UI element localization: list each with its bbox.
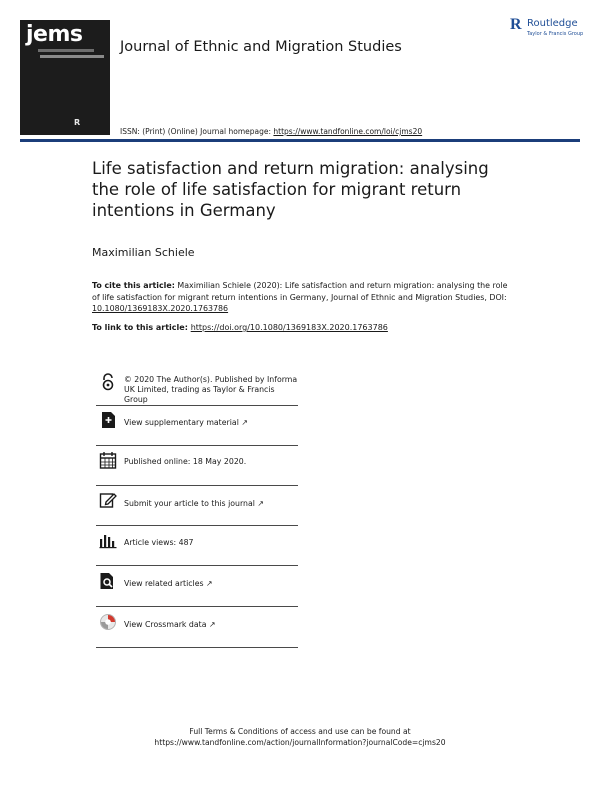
cover-publisher-mark: R bbox=[74, 118, 81, 127]
header-rule bbox=[20, 139, 580, 142]
journal-homepage-link[interactable]: https://www.tandfonline.com/loi/cjms20 bbox=[273, 127, 423, 136]
supplementary-label: View supplementary material bbox=[124, 418, 239, 427]
license-text: © 2020 The Author(s). Published by Informa UK Limited, trading as Taylor & Francis Group bbox=[124, 375, 298, 404]
article-link-label: To link to this article: bbox=[92, 323, 191, 332]
article-title: Life satisfaction and return migration: analysing the role of life satisfaction for migrant return intentions in Germany bbox=[92, 159, 489, 220]
divider bbox=[96, 485, 298, 486]
related-label: View related articles bbox=[124, 579, 204, 588]
external-link-icon: ↗ bbox=[206, 579, 213, 588]
submit-label: Submit your article to this journal bbox=[124, 499, 255, 508]
views-text: Article views: 487 bbox=[124, 538, 194, 547]
external-link-icon: ↗ bbox=[241, 418, 248, 427]
submit-text bbox=[124, 499, 300, 509]
open-access-icon bbox=[99, 373, 117, 391]
issn-line bbox=[120, 127, 422, 136]
external-link-icon: ↗ bbox=[208, 620, 216, 629]
cover-rule bbox=[38, 49, 94, 52]
divider bbox=[96, 647, 298, 648]
article-author: Maximilian Schiele bbox=[92, 246, 195, 259]
cover-logo-text: jems bbox=[26, 22, 83, 47]
divider bbox=[96, 606, 298, 607]
related-articles-icon bbox=[99, 572, 117, 590]
citation-doi-link[interactable]: 10.1080/1369183X.2020.1763786 bbox=[92, 304, 229, 314]
citation-text: Maximilian Schiele (2020): Life satisfaction and return migration: analysing the role of life satisfaction for migrant return intentions in Germany, Journal of Ethnic and Migration Studies, DOI: bbox=[92, 281, 508, 302]
external-link-icon: ↗ bbox=[257, 499, 264, 508]
publisher-name: Routledge bbox=[527, 18, 578, 29]
crossmark-text bbox=[124, 620, 300, 630]
article-doi-link[interactable]: https://doi.org/10.1080/1369183X.2020.1763786 bbox=[190, 323, 388, 332]
divider bbox=[96, 565, 298, 566]
divider bbox=[96, 525, 298, 526]
cover-subtitle-bar bbox=[40, 55, 104, 58]
article-link bbox=[92, 323, 388, 332]
journal-title: Journal of Ethnic and Migration Studies bbox=[120, 39, 402, 55]
footer-terms-link[interactable]: https://www.tandfonline.com/action/journalInformation?journalCode=cjms20 bbox=[154, 738, 446, 747]
bar-chart-icon bbox=[99, 531, 117, 549]
add-document-icon bbox=[99, 411, 117, 429]
issn-prefix: ISSN: (Print) (Online) Journal homepage: bbox=[120, 127, 274, 136]
divider bbox=[96, 405, 298, 406]
license-row bbox=[96, 373, 298, 414]
edit-icon bbox=[99, 491, 117, 509]
supplementary-text bbox=[124, 418, 300, 428]
routledge-logo-icon: R bbox=[510, 16, 522, 33]
footer-terms: Full Terms & Conditions of access and use can be found at bbox=[189, 727, 411, 736]
related-text bbox=[124, 579, 300, 589]
publisher-subname: Taylor & Francis Group bbox=[527, 31, 584, 37]
citation-label: To cite this article: bbox=[92, 281, 175, 290]
divider bbox=[96, 445, 298, 446]
citation bbox=[92, 280, 512, 315]
calendar-icon bbox=[99, 451, 117, 469]
crossmark-label: View Crossmark data bbox=[124, 620, 207, 629]
published-text: Published online: 18 May 2020. bbox=[124, 457, 247, 466]
crossmark-icon bbox=[99, 613, 117, 631]
